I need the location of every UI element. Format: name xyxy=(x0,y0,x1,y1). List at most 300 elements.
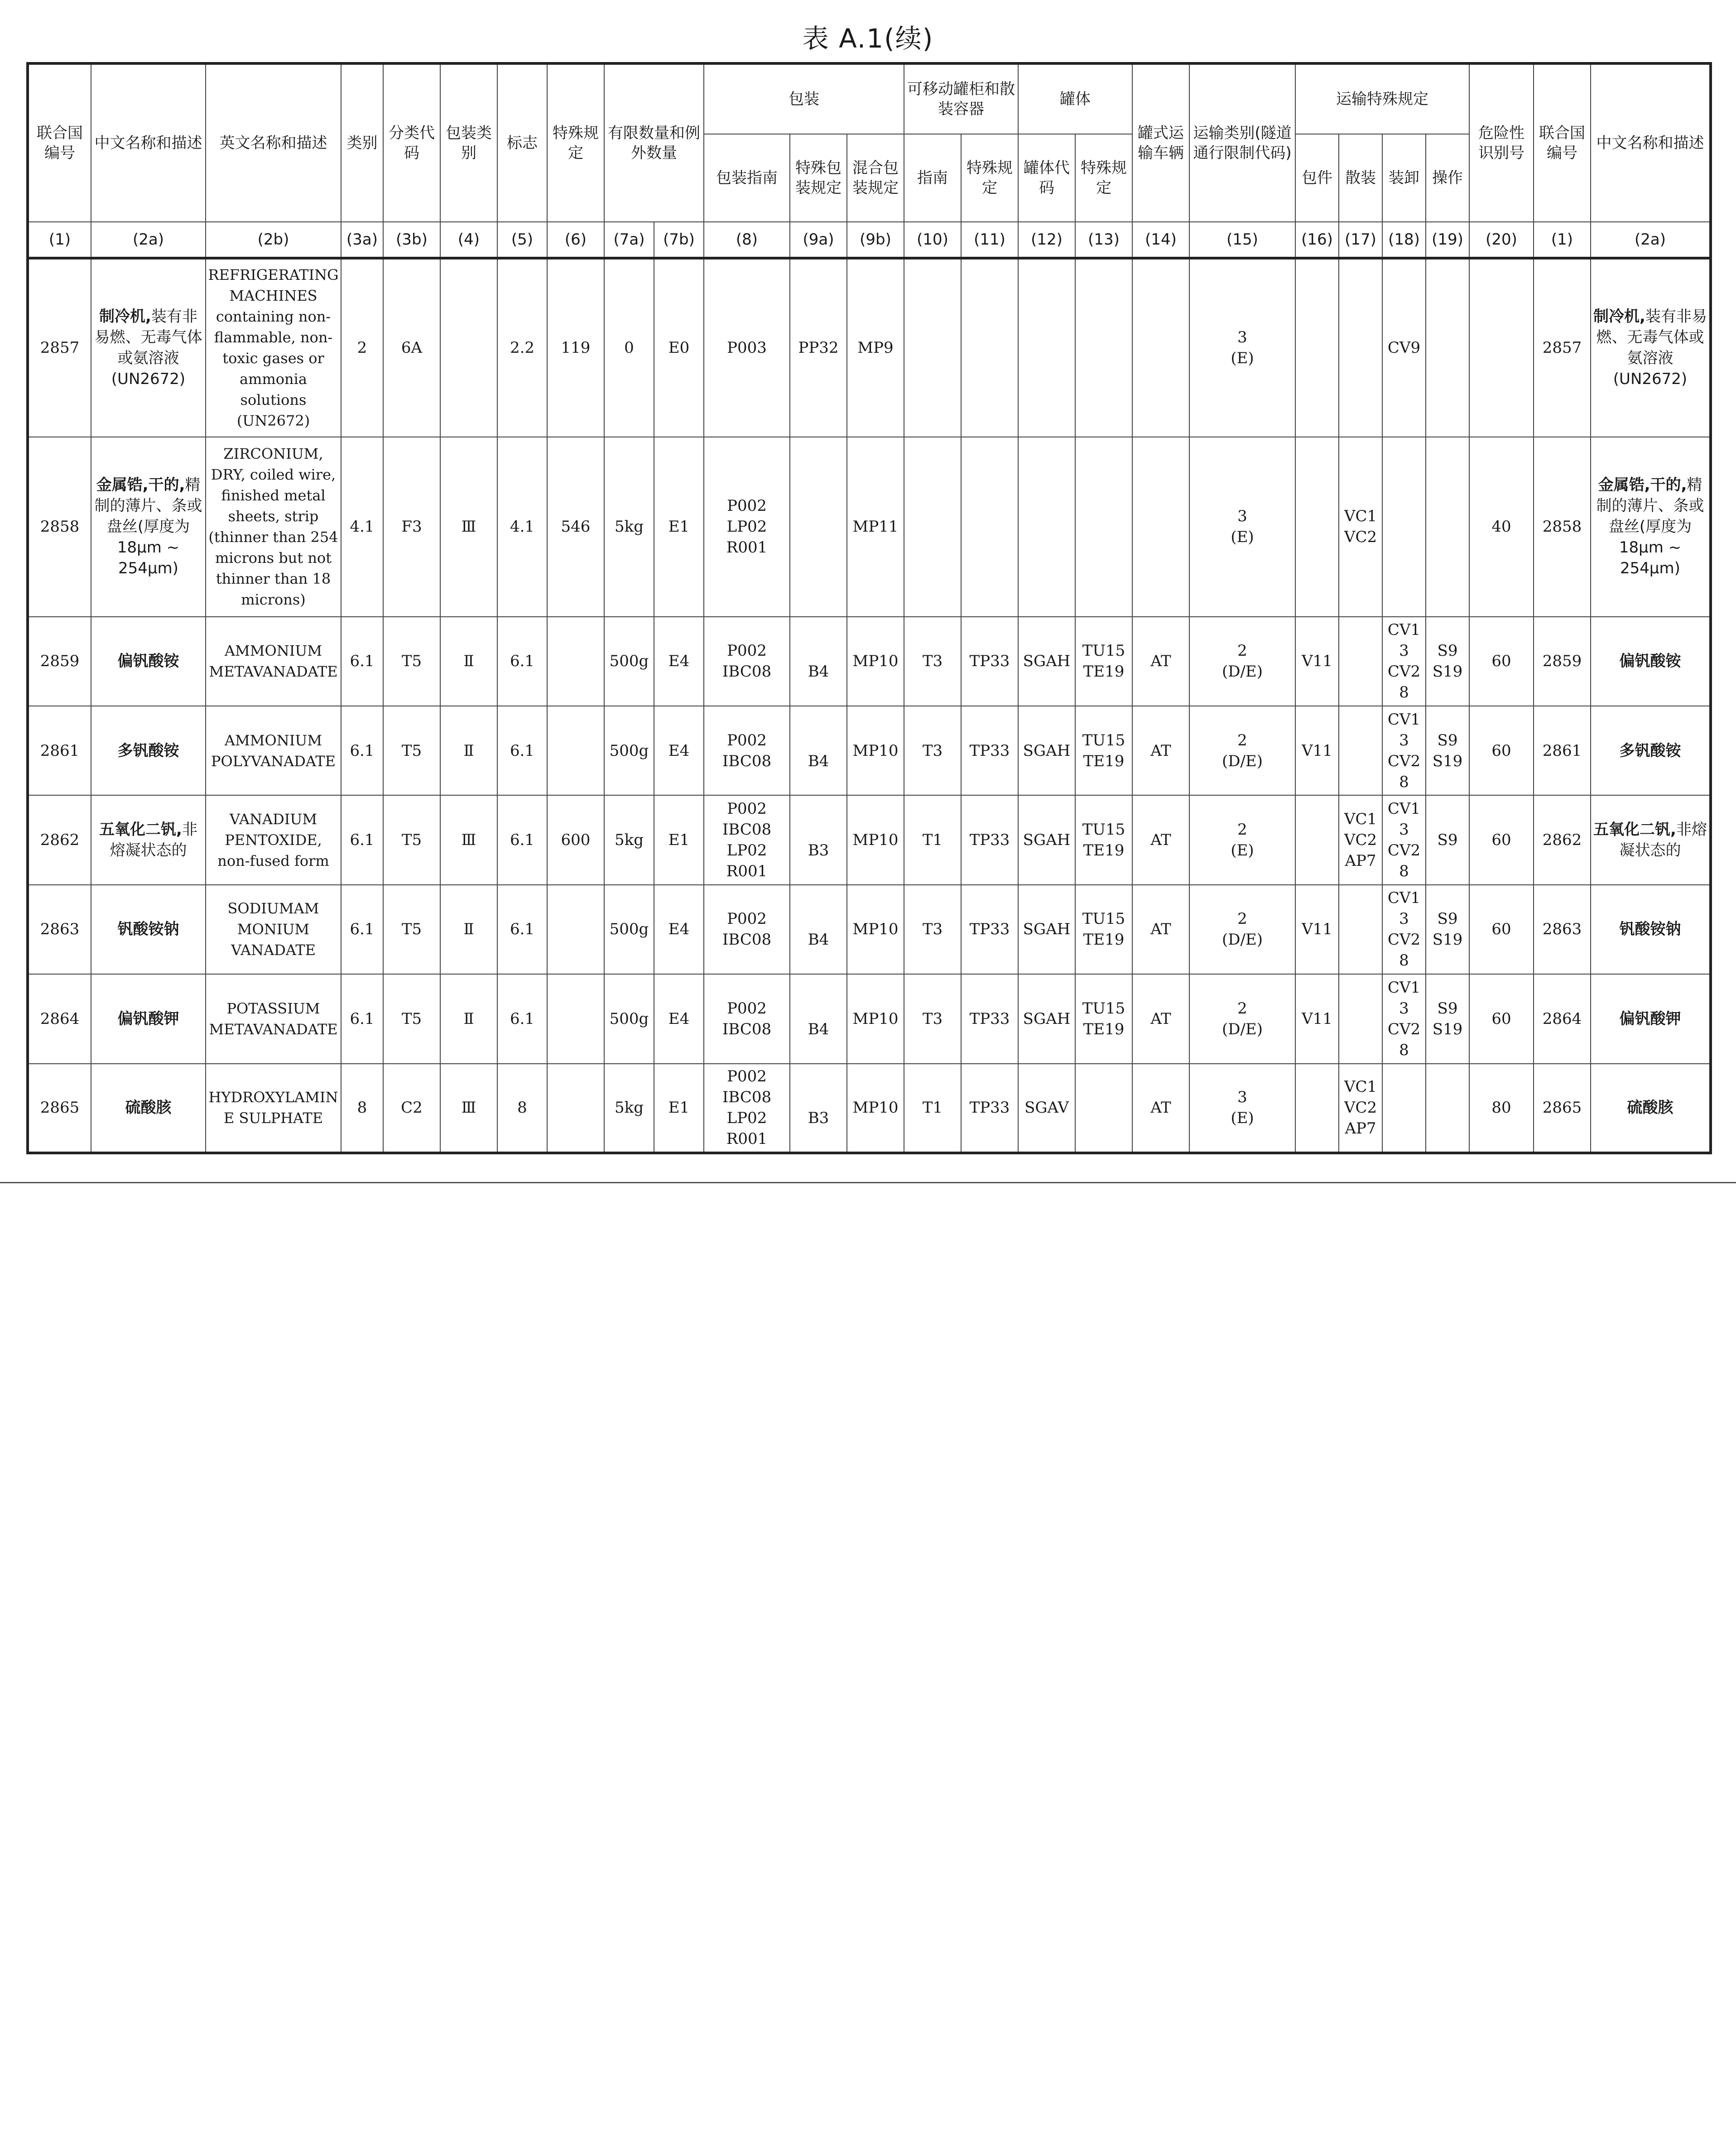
column-index-cell: (20) xyxy=(1469,222,1534,258)
cell-line: IBC08 xyxy=(722,752,772,770)
c20-cell: 40 xyxy=(1469,437,1534,617)
name-zh-bold: 偏钒酸铵 xyxy=(117,652,179,671)
header-name-zh: 中文名称和描述 xyxy=(91,63,206,222)
header-pack-special: 特殊包装规定 xyxy=(790,134,847,222)
c10-cell: T3 xyxy=(904,974,961,1063)
en-cell: REFRIGERATING MACHINES containing non-flammable, non-toxic gases or ammonia solutions (UN2672) xyxy=(206,258,341,437)
cell-line: S9 xyxy=(1437,999,1458,1018)
header-packaging: 包装 xyxy=(704,63,904,134)
c11-cell: TP33 xyxy=(961,1064,1018,1153)
cell-line: P002 xyxy=(727,910,767,928)
cell-line: CV13 xyxy=(1387,710,1421,749)
c19-cell: S9 xyxy=(1426,795,1469,884)
c3a-cell: 6.1 xyxy=(341,795,383,884)
c3b-cell: T5 xyxy=(383,706,440,795)
tunnel-code-value: (D/E) xyxy=(1221,1020,1263,1038)
cell-line: VC1 xyxy=(1344,1078,1377,1096)
c6-cell xyxy=(547,706,604,795)
header-pack-instr: 包装指南 xyxy=(704,134,790,222)
c20-cell xyxy=(1469,258,1534,437)
c11-cell xyxy=(961,437,1018,617)
table-row xyxy=(28,706,1711,795)
tunnel-code-value: (E) xyxy=(1231,1109,1254,1128)
header-tank-vehicle: 罐式运输车辆 xyxy=(1132,63,1189,222)
column-index-cell: (11) xyxy=(961,222,1018,258)
name-zh-cell xyxy=(91,706,206,795)
en-cell: HYDROXYLAMINE SULPHATE xyxy=(206,1064,341,1153)
column-index-cell: (6) xyxy=(547,222,604,258)
column-index-cell: (15) xyxy=(1189,222,1295,258)
header-mixed-pack: 混合包装规定 xyxy=(847,134,904,222)
c8-cell xyxy=(704,885,790,974)
transport-cat-value: 2 xyxy=(1237,821,1247,839)
c14-cell: AT xyxy=(1132,617,1189,706)
c3b-cell: C2 xyxy=(383,1064,440,1153)
header-portable-tank: 可移动罐柜和散装容器 xyxy=(904,63,1018,134)
c3a-cell: 6.1 xyxy=(341,885,383,974)
c19-cell xyxy=(1426,1064,1469,1153)
c5-cell: 4.1 xyxy=(497,437,547,617)
cell-line: VC2 xyxy=(1344,1099,1377,1117)
name-zh-bold: 金属锆,干的, xyxy=(1598,476,1687,495)
c18-cell xyxy=(1382,795,1426,884)
c20-cell: 60 xyxy=(1469,974,1534,1063)
c10-cell: T3 xyxy=(904,617,961,706)
cell-line: S19 xyxy=(1432,663,1463,681)
c11-cell xyxy=(961,258,1018,437)
cell-line: TE19 xyxy=(1083,663,1125,681)
cell-line: S19 xyxy=(1432,752,1463,770)
c8-cell xyxy=(704,437,790,617)
header-un-no-right: 联合国编号 xyxy=(1534,63,1591,222)
en-cell: ZIRCONIUM, DRY, coiled wire, finished metal sheets, strip (thinner than 254 microns but not thinner than 18 microns) xyxy=(206,437,341,617)
name-zh-right-cell xyxy=(1591,974,1711,1063)
column-index-cell: (2a) xyxy=(91,222,206,258)
cell-line: IBC08 xyxy=(722,1088,772,1107)
cell-line: P002 xyxy=(727,999,767,1018)
header-name-en: 英文名称和描述 xyxy=(206,63,341,222)
c5-cell: 6.1 xyxy=(497,974,547,1063)
header-un-no: 联合国编号 xyxy=(28,63,91,222)
name-zh-bold: 多钒酸铵 xyxy=(1619,741,1681,760)
c7a-cell: 5kg xyxy=(604,437,654,617)
c19-cell xyxy=(1426,258,1469,437)
cell-line: P002 xyxy=(727,800,767,818)
cell-line: CV28 xyxy=(1387,1020,1421,1059)
header-special-provisions: 特殊规定 xyxy=(547,63,604,222)
column-index-cell: (2a) xyxy=(1591,222,1711,258)
c14-cell: AT xyxy=(1132,1064,1189,1153)
en-cell: POTASSIUM METAVANADATE xyxy=(206,974,341,1063)
c6-cell xyxy=(547,885,604,974)
c9b-cell: MP10 xyxy=(847,1064,904,1153)
column-index-cell: (2b) xyxy=(206,222,341,258)
header-pt-special: 特殊规定 xyxy=(961,134,1018,222)
c4-cell: Ⅱ xyxy=(440,885,497,974)
c7a-cell: 5kg xyxy=(604,795,654,884)
cell-line: AP7 xyxy=(1345,1119,1376,1138)
c8-cell: P003 xyxy=(704,258,790,437)
column-index-cell: (9a) xyxy=(790,222,847,258)
un_r-cell: 2865 xyxy=(1534,1064,1591,1153)
c10-cell: T1 xyxy=(904,795,961,884)
tunnel-code-value: (E) xyxy=(1231,349,1254,368)
c16-cell: V11 xyxy=(1295,885,1339,974)
un_r-cell: 2863 xyxy=(1534,885,1591,974)
c16-cell xyxy=(1295,437,1339,617)
cell-line xyxy=(792,908,845,929)
c9a-cell xyxy=(790,706,847,795)
cell-line: TU15 xyxy=(1082,731,1125,749)
cell-line: VC1 xyxy=(1344,507,1377,526)
header-class-code: 分类代码 xyxy=(383,63,440,222)
name-zh-bold: 五氧化二钒, xyxy=(1593,821,1676,839)
en-cell: AMMONIUM POLYVANADATE xyxy=(206,706,341,795)
c13-cell xyxy=(1075,617,1132,706)
c17-cell xyxy=(1339,1064,1382,1153)
c7a-cell: 500g xyxy=(604,885,654,974)
en-cell: SODIUMAM MONIUM VANADATE xyxy=(206,885,341,974)
c16-cell: V11 xyxy=(1295,706,1339,795)
header-packing-group: 包装类别 xyxy=(440,63,497,222)
un_r-cell: 2857 xyxy=(1534,258,1591,437)
column-index-cell: (4) xyxy=(440,222,497,258)
cell-line: R001 xyxy=(726,862,768,881)
cell-line: TU15 xyxy=(1082,821,1125,839)
tunnel-code-value: (D/E) xyxy=(1221,752,1263,770)
c13-cell xyxy=(1075,706,1132,795)
tunnel-code-value: (E) xyxy=(1231,841,1254,860)
c19-cell xyxy=(1426,437,1469,617)
c16-cell xyxy=(1295,258,1339,437)
name-zh-rest: 装有非易燃、无毒气体或氨溶液(UN2672) xyxy=(1596,307,1707,389)
cell-line: CV28 xyxy=(1387,931,1421,970)
cell-line: TU15 xyxy=(1082,999,1125,1018)
cell-line: IBC08 xyxy=(722,931,772,949)
name-zh-right-cell xyxy=(1591,437,1711,617)
c18-cell xyxy=(1382,974,1426,1063)
header-tank-special: 特殊规定 xyxy=(1075,134,1132,222)
cell-line: VC2 xyxy=(1344,831,1377,850)
c10-cell xyxy=(904,437,961,617)
table-row xyxy=(28,617,1711,706)
tunnel-code-value: (D/E) xyxy=(1221,663,1263,681)
c6-cell: 600 xyxy=(547,795,604,884)
c10-cell: T1 xyxy=(904,1064,961,1153)
c8-cell xyxy=(704,974,790,1063)
c11-cell: TP33 xyxy=(961,617,1018,706)
cell-line: TU15 xyxy=(1082,642,1125,660)
transport-cat-value: 3 xyxy=(1237,1088,1247,1107)
transport-cat-value: 2 xyxy=(1237,910,1247,928)
name-zh-bold: 偏钒酸钾 xyxy=(1619,1009,1681,1028)
name-zh-right-cell xyxy=(1591,706,1711,795)
cell-line xyxy=(792,1087,845,1108)
name-zh-cell xyxy=(91,437,206,617)
c3a-cell: 4.1 xyxy=(341,437,383,617)
c13-cell xyxy=(1075,974,1132,1063)
cell-line: AP7 xyxy=(1345,852,1376,870)
c13-cell xyxy=(1075,437,1132,617)
name-zh-cell xyxy=(91,1064,206,1153)
c7a-cell: 500g xyxy=(604,617,654,706)
name-zh-bold: 硫酸胲 xyxy=(1627,1099,1673,1117)
c3a-cell: 6.1 xyxy=(341,974,383,1063)
c16-cell: V11 xyxy=(1295,974,1339,1063)
c6-cell xyxy=(547,974,604,1063)
c5-cell: 8 xyxy=(497,1064,547,1153)
header-ts-pkg: 包件 xyxy=(1295,134,1339,222)
cell-line: IBC08 xyxy=(722,1020,772,1038)
c7b-cell: E4 xyxy=(654,974,704,1063)
cell-line: R001 xyxy=(726,1130,768,1148)
c17-cell xyxy=(1339,706,1382,795)
cell-line: S9 xyxy=(1437,731,1458,749)
c12-cell: SGAH xyxy=(1018,617,1075,706)
column-index-cell: (10) xyxy=(904,222,961,258)
c7b-cell: E4 xyxy=(654,885,704,974)
c14-cell: AT xyxy=(1132,795,1189,884)
c9b-cell: MP11 xyxy=(847,437,904,617)
c18-cell: CV9 xyxy=(1382,258,1426,437)
c20-cell: 60 xyxy=(1469,617,1534,706)
name-zh-bold: 偏钒酸钾 xyxy=(117,1009,179,1028)
column-index-cell: (13) xyxy=(1075,222,1132,258)
cell-line: CV13 xyxy=(1387,889,1421,928)
c19-cell xyxy=(1426,706,1469,795)
cell-line: B3 xyxy=(808,841,829,860)
c9b-cell: MP9 xyxy=(847,258,904,437)
dangerous-goods-table xyxy=(26,62,1712,1154)
un-cell: 2859 xyxy=(28,617,91,706)
cell-line: P002 xyxy=(727,1067,767,1086)
cell-line: IBC08 xyxy=(722,821,772,839)
c9a-cell xyxy=(790,1064,847,1153)
c16-cell: V11 xyxy=(1295,617,1339,706)
table-row xyxy=(28,885,1711,974)
column-index-cell: (9b) xyxy=(847,222,904,258)
cell-line: CV28 xyxy=(1387,841,1421,881)
tunnel-code-value: (D/E) xyxy=(1221,931,1263,949)
header-ts-load: 装卸 xyxy=(1382,134,1426,222)
cell-line: LP02 xyxy=(726,518,767,536)
c10-cell: T3 xyxy=(904,885,961,974)
c3b-cell: F3 xyxy=(383,437,440,617)
c18-cell xyxy=(1382,885,1426,974)
cell-line: S9 xyxy=(1437,642,1458,660)
c7b-cell: E4 xyxy=(654,706,704,795)
name-zh-bold: 钒酸铵钠 xyxy=(1619,920,1681,939)
name-zh-bold: 五氧化二钒, xyxy=(99,821,182,839)
name-zh-right-cell xyxy=(1591,885,1711,974)
c13-cell xyxy=(1075,885,1132,974)
cell-line: CV13 xyxy=(1387,978,1421,1018)
c18-cell xyxy=(1382,706,1426,795)
c17-cell xyxy=(1339,795,1382,884)
un-cell: 2858 xyxy=(28,437,91,617)
c5-cell: 6.1 xyxy=(497,795,547,884)
c11-cell: TP33 xyxy=(961,974,1018,1063)
c17-cell xyxy=(1339,974,1382,1063)
c14-cell: AT xyxy=(1132,974,1189,1063)
c3b-cell: T5 xyxy=(383,885,440,974)
transport-cat-cell xyxy=(1189,795,1295,884)
un_r-cell: 2859 xyxy=(1534,617,1591,706)
cell-line: B4 xyxy=(808,663,829,681)
transport-cat-cell xyxy=(1189,974,1295,1063)
c3b-cell: T5 xyxy=(383,795,440,884)
cell-line: P002 xyxy=(727,497,767,515)
header-pt-instr: 指南 xyxy=(904,134,961,222)
header-transport-cat: 运输类别(隧道通行限制代码) xyxy=(1189,63,1295,222)
c8-cell xyxy=(704,706,790,795)
c19-cell xyxy=(1426,617,1469,706)
c4-cell: Ⅲ xyxy=(440,795,497,884)
header-label: 标志 xyxy=(497,63,547,222)
header-name-zh-right: 中文名称和描述 xyxy=(1591,63,1711,222)
c13-cell xyxy=(1075,795,1132,884)
name-zh-rest: 非熔凝状态的 xyxy=(1619,821,1707,860)
name-zh-bold: 制冷机, xyxy=(99,307,151,326)
c20-cell: 80 xyxy=(1469,1064,1534,1153)
c3a-cell: 6.1 xyxy=(341,617,383,706)
column-index-cell: (1) xyxy=(28,222,91,258)
c12-cell: SGAH xyxy=(1018,885,1075,974)
header-transport-special: 运输特殊规定 xyxy=(1295,63,1469,134)
header-ts-op: 操作 xyxy=(1426,134,1469,222)
header-tank: 罐体 xyxy=(1018,63,1132,134)
c18-cell xyxy=(1382,617,1426,706)
c6-cell: 119 xyxy=(547,258,604,437)
c14-cell: AT xyxy=(1132,885,1189,974)
header-ts-bulk: 散装 xyxy=(1339,134,1382,222)
name-zh-bold: 多钒酸铵 xyxy=(117,741,179,760)
column-index-cell: (12) xyxy=(1018,222,1075,258)
c20-cell: 60 xyxy=(1469,885,1534,974)
name-zh-rest: 精制的薄片、条或盘丝(厚度为 18μm ~ 254μm) xyxy=(1596,476,1704,578)
en-cell: AMMONIUM METAVANADATE xyxy=(206,617,341,706)
transport-cat-cell xyxy=(1189,885,1295,974)
cell-line xyxy=(792,819,845,840)
cell-line: B4 xyxy=(808,931,829,949)
un-cell: 2863 xyxy=(28,885,91,974)
tunnel-code-value: (E) xyxy=(1231,528,1254,547)
c12-cell: SGAH xyxy=(1018,795,1075,884)
c17-cell xyxy=(1339,885,1382,974)
un-cell: 2862 xyxy=(28,795,91,884)
name-zh-right-cell xyxy=(1591,795,1711,884)
c3b-cell: T5 xyxy=(383,974,440,1063)
transport-cat-value: 2 xyxy=(1237,642,1247,660)
c5-cell: 6.1 xyxy=(497,617,547,706)
c19-cell xyxy=(1426,885,1469,974)
c7b-cell: E1 xyxy=(654,795,704,884)
transport-cat-cell xyxy=(1189,706,1295,795)
c9a-cell xyxy=(790,617,847,706)
table-row xyxy=(28,437,1711,617)
column-index-cell: (19) xyxy=(1426,222,1469,258)
column-index-cell: (3a) xyxy=(341,222,383,258)
column-index-cell: (16) xyxy=(1295,222,1339,258)
un_r-cell: 2862 xyxy=(1534,795,1591,884)
c14-cell xyxy=(1132,258,1189,437)
header-tank-code: 罐体代码 xyxy=(1018,134,1075,222)
header-limited-qty: 有限数量和例外数量 xyxy=(604,63,704,222)
c17-cell xyxy=(1339,258,1382,437)
transport-cat-cell xyxy=(1189,1064,1295,1153)
transport-cat-cell xyxy=(1189,437,1295,617)
name-zh-cell xyxy=(91,974,206,1063)
c12-cell xyxy=(1018,437,1075,617)
column-index-cell: (18) xyxy=(1382,222,1426,258)
cell-line: CV28 xyxy=(1387,752,1421,791)
name-zh-right-cell xyxy=(1591,617,1711,706)
table-row xyxy=(28,795,1711,884)
c8-cell xyxy=(704,1064,790,1153)
c5-cell: 6.1 xyxy=(497,706,547,795)
name-zh-rest: 装有非易燃、无毒气体或氨溶液(UN2672) xyxy=(94,307,202,389)
c7b-cell: E1 xyxy=(654,1064,704,1153)
c8-cell xyxy=(704,617,790,706)
c3b-cell: 6A xyxy=(383,258,440,437)
c9b-cell: MP10 xyxy=(847,795,904,884)
c14-cell: AT xyxy=(1132,706,1189,795)
c9b-cell: MP10 xyxy=(847,706,904,795)
c7a-cell: 0 xyxy=(604,258,654,437)
c11-cell: TP33 xyxy=(961,795,1018,884)
column-index-cell: (7a) xyxy=(604,222,654,258)
c9a-cell xyxy=(790,885,847,974)
c9a-cell xyxy=(790,437,847,617)
table-row xyxy=(28,974,1711,1063)
name-zh-cell xyxy=(91,885,206,974)
cell-line: TE19 xyxy=(1083,841,1125,860)
cell-line: TE19 xyxy=(1083,752,1125,770)
cell-line: LP02 xyxy=(726,841,767,860)
c5-cell: 6.1 xyxy=(497,885,547,974)
column-index-cell: (5) xyxy=(497,222,547,258)
column-index-cell: (3b) xyxy=(383,222,440,258)
c9a-cell xyxy=(790,974,847,1063)
name-zh-bold: 硫酸胲 xyxy=(125,1099,172,1117)
c8-cell xyxy=(704,795,790,884)
table-row xyxy=(28,1064,1711,1153)
c10-cell xyxy=(904,258,961,437)
transport-cat-value: 3 xyxy=(1237,328,1247,347)
c7b-cell: E4 xyxy=(654,617,704,706)
column-index-cell: (14) xyxy=(1132,222,1189,258)
c4-cell: Ⅲ xyxy=(440,437,497,617)
un_r-cell: 2858 xyxy=(1534,437,1591,617)
transport-cat-cell xyxy=(1189,258,1295,437)
cell-line: TU15 xyxy=(1082,910,1125,928)
table-body xyxy=(28,258,1711,1153)
c20-cell: 60 xyxy=(1469,795,1534,884)
name-zh-bold: 制冷机, xyxy=(1593,307,1645,326)
c4-cell xyxy=(440,258,497,437)
c19-cell xyxy=(1426,974,1469,1063)
cell-line: CV13 xyxy=(1387,800,1421,839)
c12-cell: SGAH xyxy=(1018,974,1075,1063)
column-index-cell: (17) xyxy=(1339,222,1382,258)
un_r-cell: 2861 xyxy=(1534,706,1591,795)
un_r-cell: 2864 xyxy=(1534,974,1591,1063)
c4-cell: Ⅱ xyxy=(440,617,497,706)
header-hazard-id: 危险性识别号 xyxy=(1469,63,1534,222)
cell-line xyxy=(792,730,845,751)
cell-line: VC2 xyxy=(1344,528,1377,547)
c17-cell xyxy=(1339,617,1382,706)
